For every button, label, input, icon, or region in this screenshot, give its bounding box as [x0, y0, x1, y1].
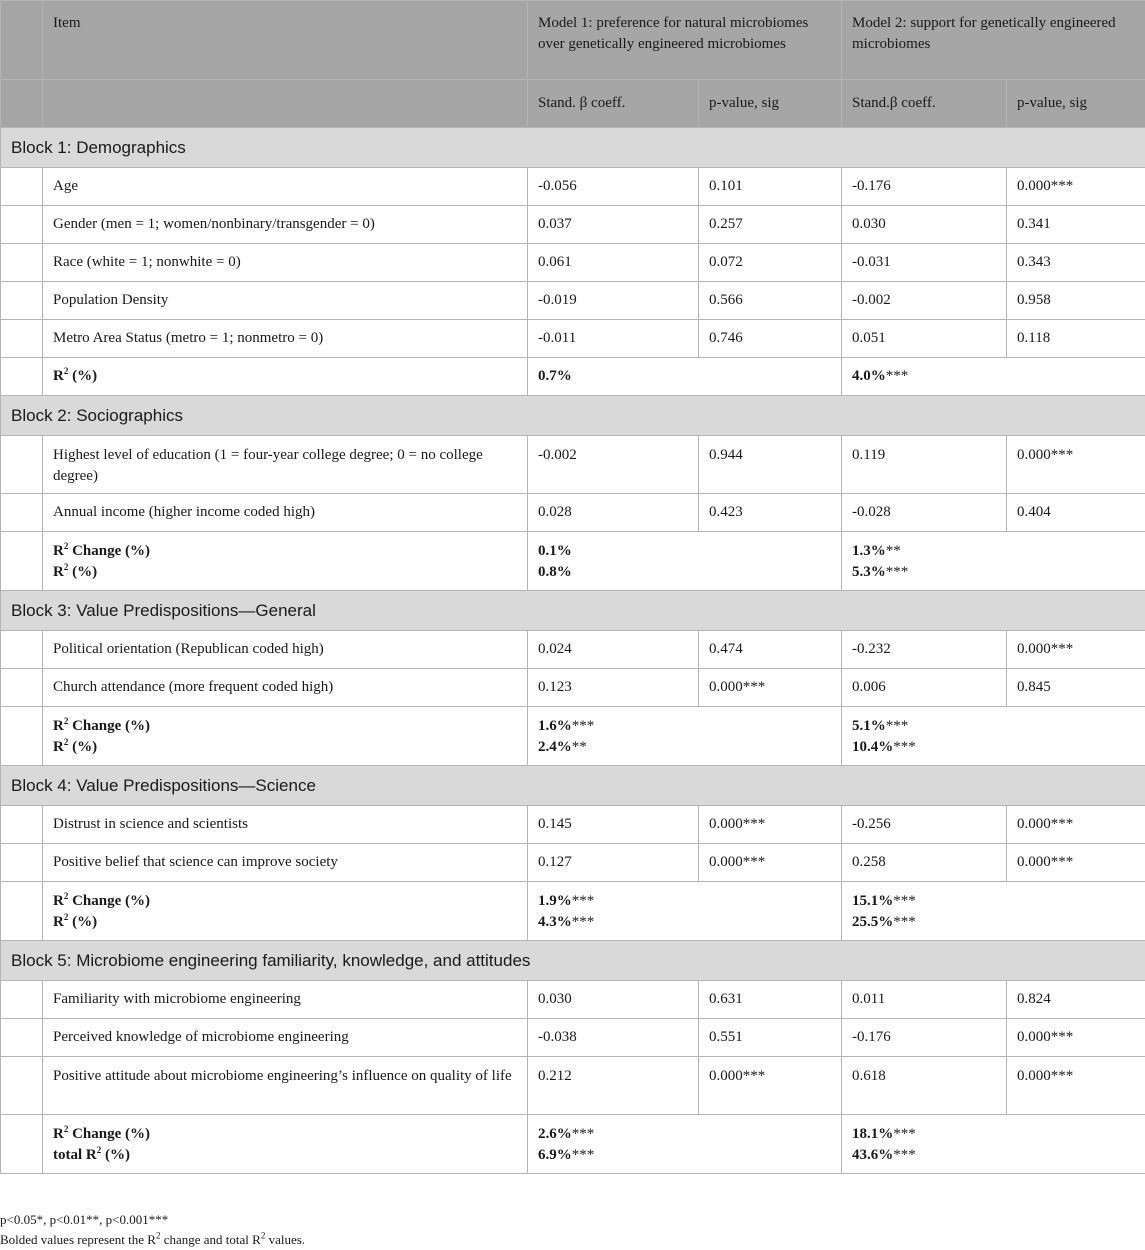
table-row: Gender (men = 1; women/nonbinary/transgender = 0) 0.037 0.257 0.030 0.341	[1, 206, 1145, 244]
table-notes	[0, 1210, 305, 1250]
table-row: Positive belief that science can improve society 0.127 0.000*** 0.258 0.000***	[1, 844, 1145, 882]
table-row: Familiarity with microbiome engineering 0.030 0.631 0.011 0.824	[1, 981, 1145, 1019]
table-row: Perceived knowledge of microbiome engineering -0.038 0.551 -0.176 0.000***	[1, 1019, 1145, 1057]
block1-title: Block 1: Demographics	[1, 128, 1145, 168]
header-blank	[1, 1, 43, 80]
table-row: Race (white = 1; nonwhite = 0) 0.061 0.072 -0.031 0.343	[1, 244, 1145, 282]
table-row: Highest level of education (1 = four-year college degree; 0 = no college degree) -0.002 0.944 0.119 0.000***	[1, 436, 1145, 494]
header-model2: Model 2: support for genetically engineered microbiomes	[842, 1, 1145, 80]
header-model1: Model 1: preference for natural microbiomes over genetically engineered microbiomes	[528, 1, 842, 80]
header-blank-3	[43, 80, 528, 128]
table-row: Population Density -0.019 0.566 -0.002 0.958	[1, 282, 1145, 320]
r2-change-row: $R^2$ Change (%) total $R^2$ (%) 2.6%*** 6.9%*** 18.1%*** 43.6%***	[1, 1115, 1145, 1174]
header-m2-p: p-value, sig	[1007, 80, 1145, 128]
table-row: Church attendance (more frequent coded high) 0.123 0.000*** 0.006 0.845	[1, 669, 1145, 707]
block5-title: Block 5: Microbiome engineering familiarity, knowledge, and attitudes	[1, 941, 1145, 981]
table-row: Political orientation (Republican coded high) 0.024 0.474 -0.232 0.000***	[1, 631, 1145, 669]
r2-change-row: $R^2$ Change (%) $R^2$ (%) 1.9%*** 4.3%*** 15.1%*** 25.5%***	[1, 882, 1145, 941]
header-m1-coef: Stand. β coeff.	[528, 80, 699, 128]
header-item: Item	[43, 1, 528, 80]
table-row: Metro Area Status (metro = 1; nonmetro = 0) -0.011 0.746 0.051 0.118	[1, 320, 1145, 358]
table-row: Age -0.056 0.101 -0.176 0.000***	[1, 168, 1145, 206]
significance-note: p<0.05*, p<0.01**, p<0.001***	[0, 1212, 169, 1227]
r2-change-row: $R^2$ Change (%) $R^2$ (%) 0.1% 0.8% 1.3%** 5.3%***	[1, 532, 1145, 591]
block4-title: Block 4: Value Predispositions—Science	[1, 766, 1145, 806]
bold-note: Bolded values represent the $R^2$ change and total $R^2$ values.	[0, 1230, 306, 1247]
table-row: Positive attitude about microbiome engineering’s influence on quality of life 0.212 0.000*** 0.618 0.000***	[1, 1057, 1145, 1115]
header-blank-2	[1, 80, 43, 128]
r2-row: $R^2$ (%) 0.7% 4.0%***	[1, 358, 1145, 396]
block2-title: Block 2: Sociographics	[1, 396, 1145, 436]
r2-change-row: $R^2$ Change (%) $R^2$ (%) 1.6%*** 2.4%** 5.1%*** 10.4%***	[1, 707, 1145, 766]
header-m1-p: p-value, sig	[699, 80, 842, 128]
block3-title: Block 3: Value Predispositions—General	[1, 591, 1145, 631]
header-m2-coef: Stand.β coeff.	[842, 80, 1007, 128]
table-row: Annual income (higher income coded high) 0.028 0.423 -0.028 0.404	[1, 494, 1145, 532]
table-row: Distrust in science and scientists 0.145 0.000*** -0.256 0.000***	[1, 806, 1145, 844]
